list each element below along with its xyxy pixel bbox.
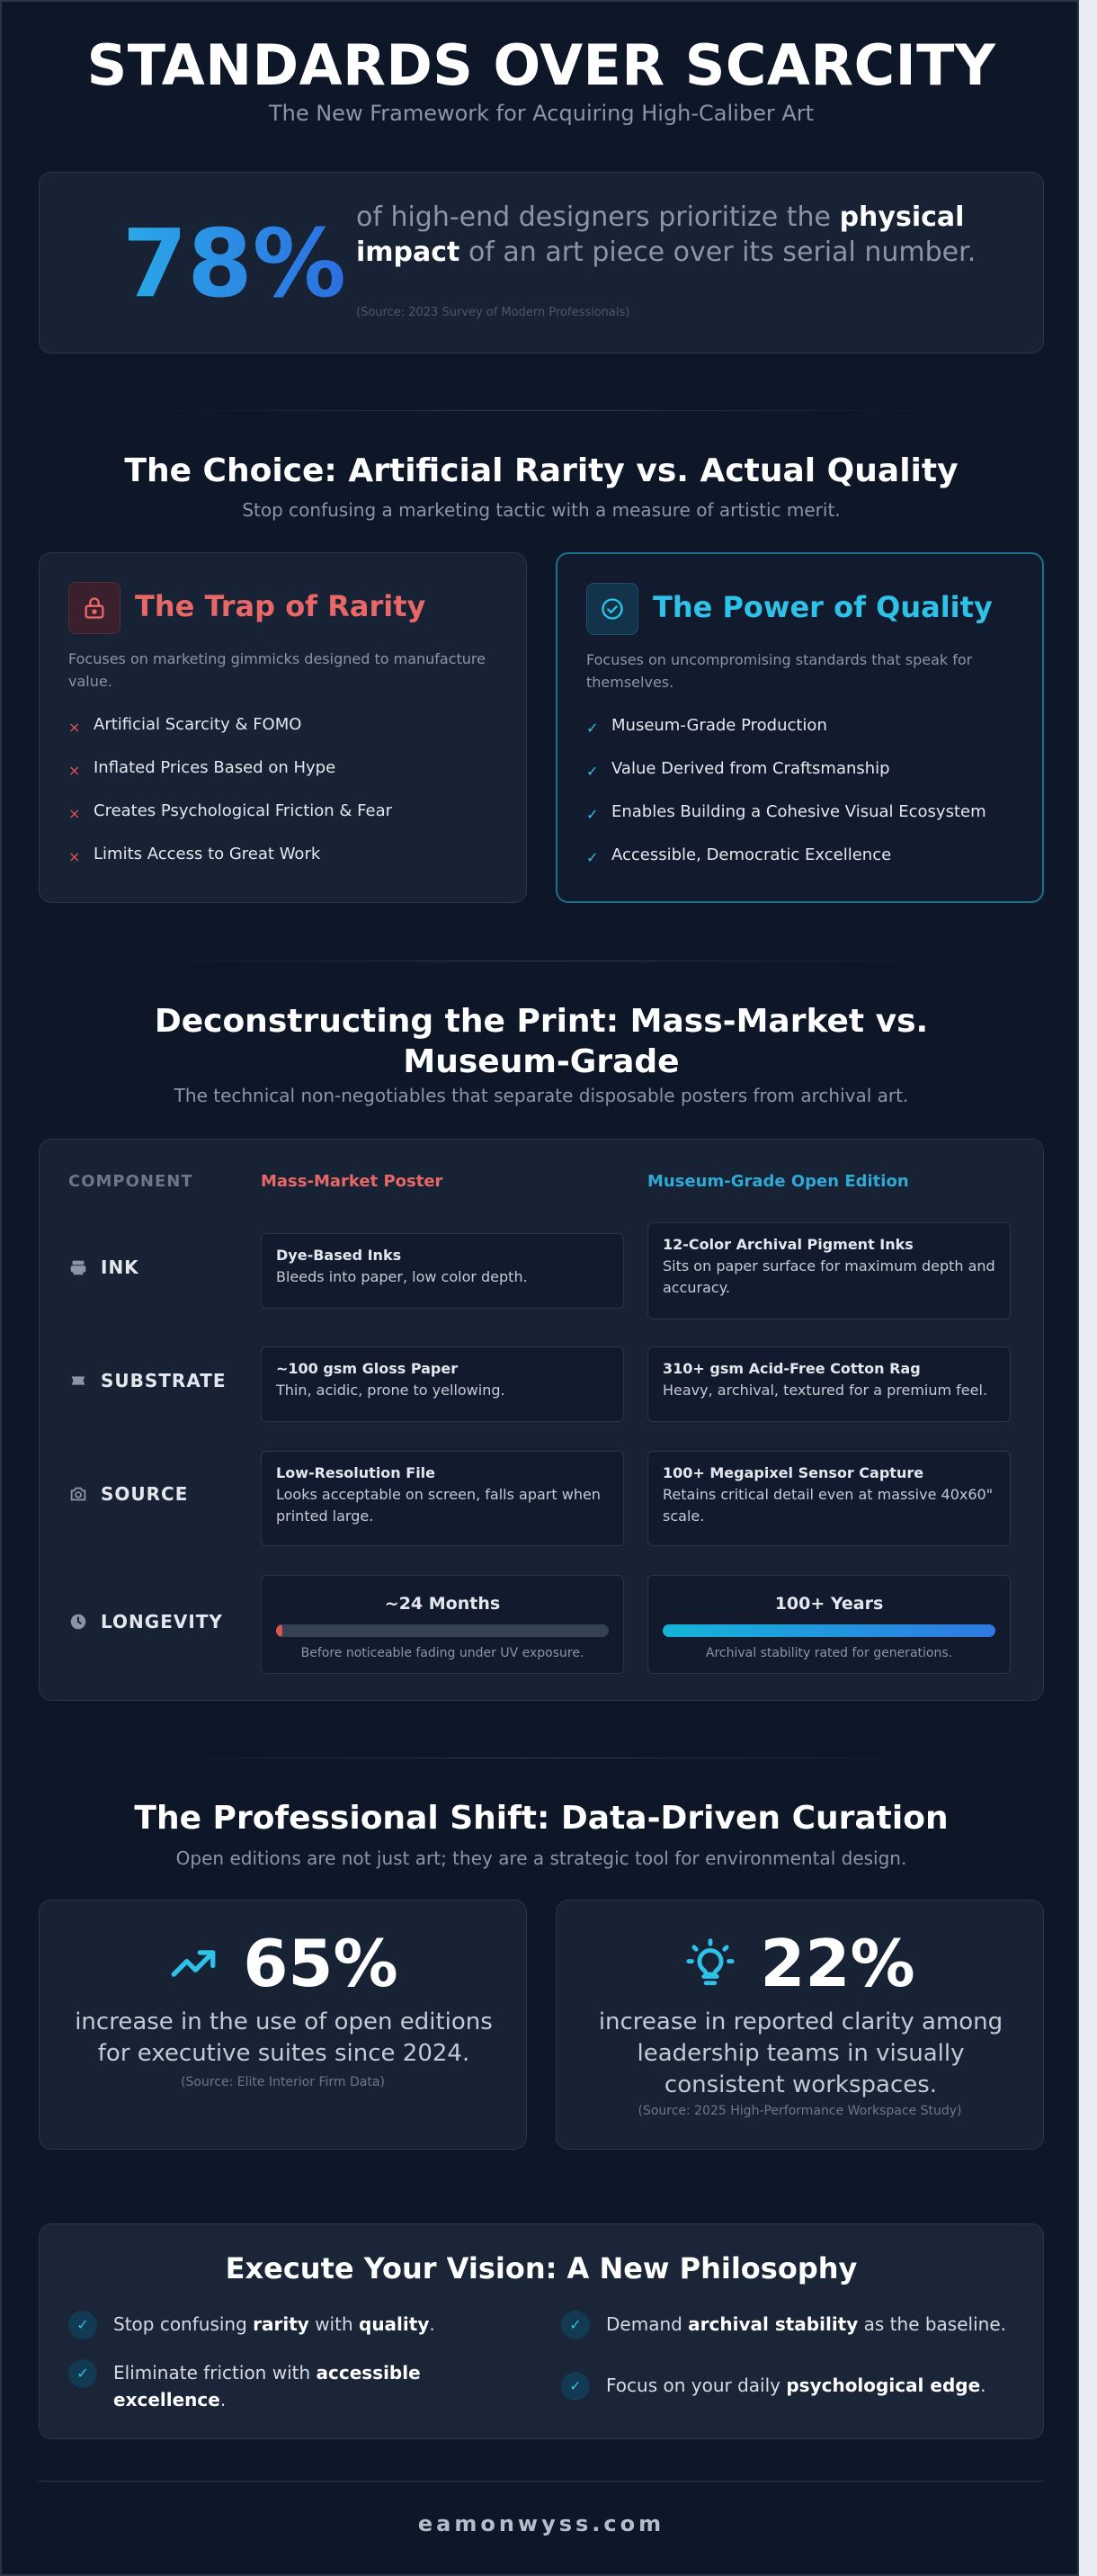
list-item [561,2311,1029,2339]
cell-desc: Retains critical detail even at massive 40x60" scale. [663,1486,994,1525]
column-header-component: COMPONENT [68,1172,193,1191]
check-icon: ✓ [586,806,599,823]
table-cell-museum-source [647,1451,1011,1546]
list-item-label: Accessible, Democratic Excellence [611,845,892,864]
lightbulb-icon [684,1937,736,1990]
row-label-text: INK [101,1257,139,1278]
stat-card [39,172,1044,353]
rarity-desc: Focuses on marketing gimmicks designed to manufacture value. [68,650,486,690]
longevity-bar-fill [276,1624,282,1637]
ink-icon [68,1257,88,1277]
list-item [68,715,509,758]
cell-note: Before noticeable fading under UV exposure. [300,1646,584,1660]
clock-icon [68,1612,88,1632]
row-label-text: SUBSTRATE [101,1370,227,1391]
shift-stat [40,1926,526,2001]
cell-title: 100+ Years [774,1594,884,1614]
rarity-title: The Trap of Rarity [135,589,426,623]
cell-title: ~100 gsm Gloss Paper [276,1360,459,1377]
trending-up-icon [167,1937,219,1990]
list-item-label: Limits Access to Great Work [94,845,321,863]
list-item [68,758,509,801]
stat-value: 78% [122,209,346,318]
list-item-label: Artificial Scarcity & FOMO [94,715,302,734]
cell-title: ~24 Months [384,1594,501,1614]
row-label-text: SOURCE [101,1483,189,1505]
list-item-label: Eliminate friction with accessible excellence. [113,2362,421,2411]
check-icon: ✓ [586,720,599,737]
check-icon: ✓ [561,2372,590,2401]
list-item [68,845,509,888]
list-item-label: Demand archival stability as the baseline. [606,2313,1006,2335]
rarity-list [68,715,509,888]
x-icon: × [68,805,81,822]
stat-source: (Source: 2023 Survey of Modern Professionals) [356,306,630,319]
execute-card [39,2223,1044,2439]
shift-value: 22% [760,1926,915,2001]
shift-value: 65% [243,1926,398,2001]
table-cell-mass-longevity [261,1575,624,1674]
cell-title: Low-Resolution File [276,1464,436,1481]
list-item [586,845,1027,889]
shift-source: (Source: 2025 High-Performance Workspace Study) [638,2104,962,2118]
shift-card-clarity [556,1900,1044,2150]
rarity-card [39,552,527,903]
shift-source: (Source: Elite Interior Firm Data) [181,2075,385,2089]
list-item [586,802,1027,845]
choice-section-title: The Choice: Artificial Rarity vs. Actual Quality [124,452,959,489]
table-cell-mass-source [261,1451,624,1546]
table-cell-mass-ink [261,1233,624,1309]
list-item [586,759,1027,802]
stat-text-post: of an art piece over its serial number. [468,237,977,268]
cell-note: Archival stability rated for generations. [705,1646,953,1660]
shift-section-title: The Professional Shift: Data-Driven Curation [134,1800,949,1837]
row-label-text: LONGEVITY [101,1611,223,1632]
section-divider [146,410,937,411]
list-item [68,2311,536,2339]
table-cell-mass-substrate [261,1346,624,1422]
list-item-label: Stop confusing rarity with quality. [113,2313,435,2335]
stat-text [356,200,986,270]
list-item [561,2372,1029,2401]
longevity-bar-museum [663,1624,995,1637]
footer-divider [39,2481,1044,2482]
print-section-title: Deconstructing the Print: Mass-Market vs. Museum-Grade [154,1003,929,1080]
page-subtitle: The New Framework for Acquiring High-Caliber Art [268,101,815,126]
table-cell-museum-longevity [647,1575,1011,1674]
table-cell-museum-substrate [647,1346,1011,1422]
cell-title: 12-Color Archival Pigment Inks [663,1236,914,1253]
print-section-subtitle: The technical non-negotiables that separate disposable posters from archival art. [174,1085,909,1106]
cell-title: 310+ gsm Acid-Free Cotton Rag [663,1360,921,1377]
check-icon: ✓ [561,2311,590,2339]
stat-text-pre: of high-end designers prioritize the [356,201,832,233]
row-label-ink [68,1257,139,1278]
shift-card-executive [39,1900,527,2150]
cell-desc: Thin, acidic, prone to yellowing. [276,1382,505,1399]
stat-text-bold: physical impact [356,201,965,268]
row-label-source [68,1483,188,1505]
longevity-bar-fill [663,1624,995,1637]
list-item-label: Enables Building a Cohesive Visual Ecosystem [611,802,986,821]
list-item-label: Value Derived from Craftsmanship [611,759,890,778]
quality-card [556,552,1044,903]
x-icon: × [68,762,81,779]
lock-icon [68,582,120,634]
cell-desc: Looks acceptable on screen, falls apart when printed large. [276,1486,601,1525]
list-item [68,801,509,845]
check-badge-icon [586,583,638,635]
check-icon: ✓ [586,849,599,866]
camera-icon [68,1484,88,1504]
shift-stat [557,1926,1043,2001]
cell-desc: Heavy, archival, textured for a premium feel. [663,1382,988,1399]
cell-title: Dye-Based Inks [276,1247,402,1264]
cell-desc: Sits on paper surface for maximum depth and accuracy. [663,1257,995,1296]
longevity-bar-mass [276,1624,609,1637]
cell-title: 100+ Megapixel Sensor Capture [663,1464,924,1481]
footer-site-link[interactable]: eamonwyss.com [417,2511,665,2536]
check-icon: ✓ [586,763,599,780]
comparison-table [39,1139,1044,1701]
row-label-longevity [68,1611,223,1632]
section-divider [146,961,937,962]
list-item [68,2359,482,2413]
quality-title: The Power of Quality [653,590,993,624]
paper-roll-icon [68,1371,88,1391]
execute-title: Execute Your Vision: A New Philosophy [225,2251,858,2285]
cell-desc: Bleeds into paper, low color depth. [276,1268,528,1285]
list-item-label: Creates Psychological Friction & Fear [94,801,393,820]
shift-section-subtitle: Open editions are not just art; they are a strategic tool for environmental design. [175,1847,907,1869]
shift-desc: increase in reported clarity among leadership teams in visually consistent workspaces. [598,2008,1003,2099]
column-header-museum-grade: Museum-Grade Open Edition [647,1172,909,1191]
list-item-label: Focus on your daily psychological edge. [606,2375,986,2396]
page-title: STANDARDS OVER SCARCITY [86,32,996,98]
row-label-substrate [68,1370,227,1391]
list-item [586,716,1027,759]
check-icon: ✓ [68,2311,97,2339]
list-item-label: Museum-Grade Production [611,716,827,735]
quality-desc: Focuses on uncompromising standards that speak for themselves. [586,651,973,691]
table-cell-museum-ink [647,1222,1011,1319]
quality-list [586,716,1027,889]
x-icon: × [68,848,81,865]
shift-desc: increase in the use of open editions for executive suites since 2024. [75,2008,493,2068]
check-icon: ✓ [68,2359,97,2388]
list-item-label: Inflated Prices Based on Hype [94,758,336,777]
choice-section-subtitle: Stop confusing a marketing tactic with a measure of artistic merit. [242,499,841,521]
column-header-mass-market: Mass-Market Poster [261,1172,443,1191]
x-icon: × [68,719,81,736]
